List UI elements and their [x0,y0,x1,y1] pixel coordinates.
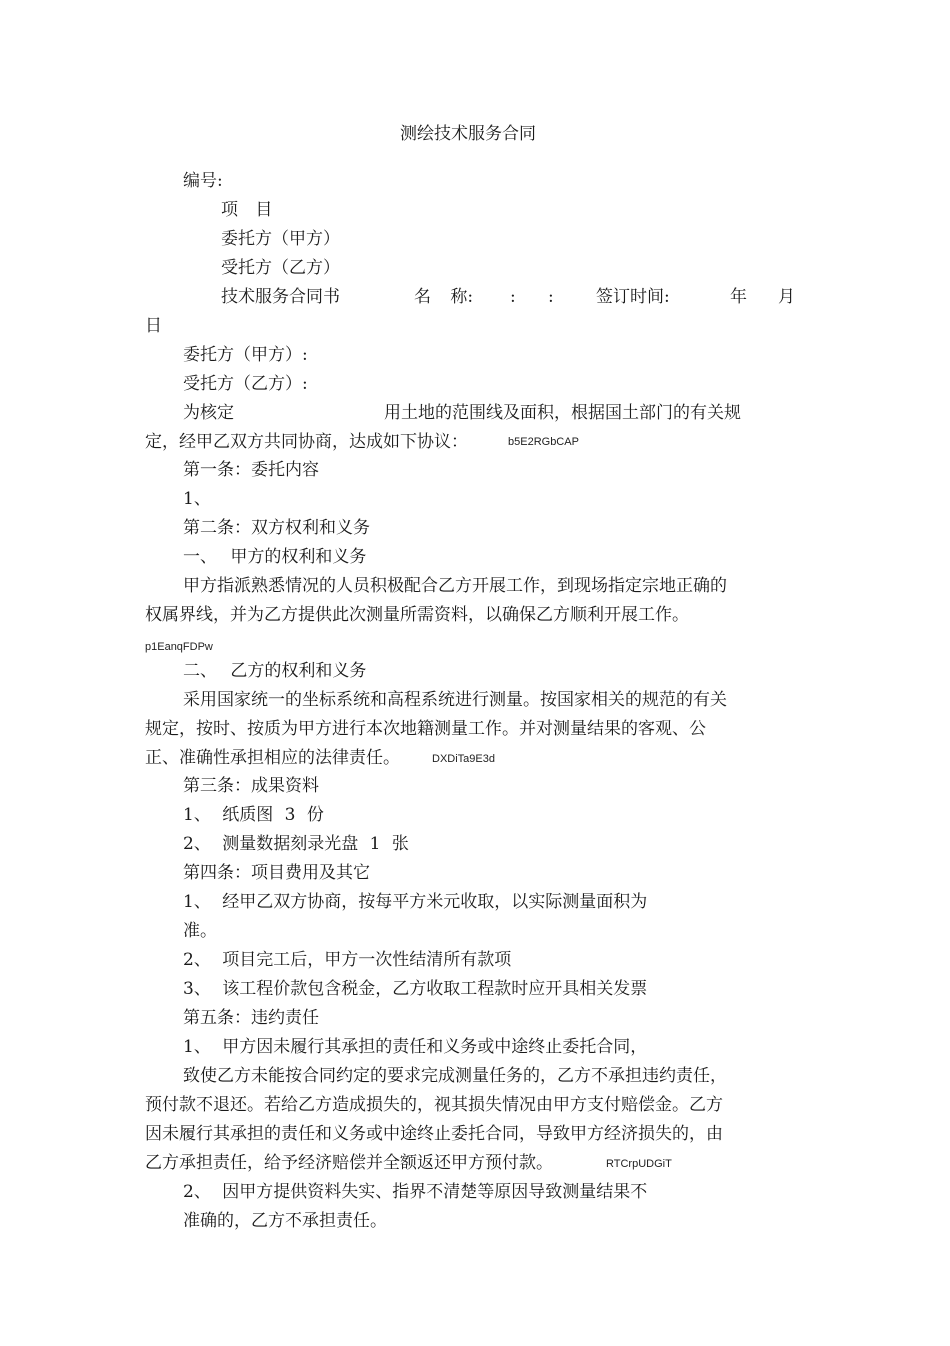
sign-date-label: 签订时间: [596,287,670,307]
colon-1: : [510,287,516,307]
article-2-section-2: 二、 乙方的权利和义务 [183,661,367,681]
year-label: 年 [730,287,747,307]
book-label: 技术服务合同书 [221,287,340,307]
article-3-item-2: 2、 测量数据刻录光盘 1 张 [183,834,409,854]
article-5-item-1-line-4: 因未履行其承担的责任和义务或中途终止委托合同，导致甲方经济损失的，由 [145,1124,723,1144]
client-label: 委托方（甲方） [221,229,340,249]
article-2-para-2-line-1: 采用国家统一的坐标系统和高程系统进行测量。按国家相关的规范的有关 [183,690,727,710]
contractor-label: 受托方（乙方） [221,258,340,278]
colon-2: : [548,287,554,307]
client-line: 委托方（甲方）: [183,345,308,365]
article-4-title: 第四条：项目费用及其它 [183,863,370,883]
article-2-para-2-line-3: 正、准确性承担相应的法律责任。 [145,748,400,768]
article-4-item-3: 3、 该工程价款包含税金，乙方收取工程款时应开具相关发票 [183,979,648,999]
article-4-item-1-line-2: 准。 [183,921,217,941]
ref-code-1: b5E2RGbCAP [508,436,579,448]
article-5-item-1-line-2: 致使乙方未能按合同约定的要求完成测量任务的，乙方不承担违约责任， [183,1066,727,1086]
article-3-title: 第三条：成果资料 [183,776,319,796]
ref-code-3: DXDiTa9E3d [432,753,495,765]
day-label: 日 [145,316,162,336]
article-4-item-1-line-1: 1、 经甲乙双方协商，按每平方米元收取，以实际测量面积为 [183,892,648,912]
article-2-para-2-line-2: 规定，按时、按质为甲方进行本次地籍测量工作。并对测量结果的客观、公 [145,719,706,739]
article-2-para-1-line-1: 甲方指派熟悉情况的人员积极配合乙方开展工作，到现场指定宗地正确的 [183,576,727,596]
article-5-item-1-line-3: 预付款不退还。若给乙方造成损失的，视其损失情况由甲方支付赔偿金。乙方 [145,1095,723,1115]
article-2-title: 第二条：双方权利和义务 [183,518,370,538]
article-3-item-1: 1、 纸质图 3 份 [183,805,324,825]
article-5-item-1-line-5: 乙方承担责任，给予经济赔偿并全额返还甲方预付款。 [145,1153,553,1173]
name-label: 名 称: [414,287,474,307]
article-1-item-1: 1、 [183,489,211,509]
project-label: 项 目 [221,200,273,220]
number-label: 编号: [183,171,223,191]
month-label: 月 [778,287,795,307]
ref-code-4: RTCrpUDGiT [606,1158,672,1170]
article-1-title: 第一条：委托内容 [183,460,319,480]
article-5-item-2-line-1: 2、 因甲方提供资料失实、指界不清楚等原因导致测量结果不 [183,1182,648,1202]
contractor-line: 受托方（乙方）: [183,374,308,394]
intro-text-b: 用土地的范围线及面积，根据国土部门的有关规 [384,403,741,423]
article-2-section-1: 一、 甲方的权利和义务 [183,547,367,567]
article-5-title: 第五条：违约责任 [183,1008,319,1028]
ref-code-2: p1EanqFDPw [145,641,213,653]
intro-text-a: 为核定 [183,403,234,423]
article-5-item-2-line-2: 准确的，乙方不承担责任。 [183,1211,387,1231]
article-2-para-1-line-2: 权属界线，并为乙方提供此次测量所需资料，以确保乙方顺利开展工作。 [145,605,689,625]
intro-text-c: 定，经甲乙双方共同协商，达成如下协议： [145,432,468,452]
document-title: 测绘技术服务合同 [400,124,536,144]
article-5-item-1-line-1: 1、 甲方因未履行其承担的责任和义务或中途终止委托合同， [183,1037,648,1057]
article-4-item-2: 2、 项目完工后，甲方一次性结清所有款项 [183,950,512,970]
